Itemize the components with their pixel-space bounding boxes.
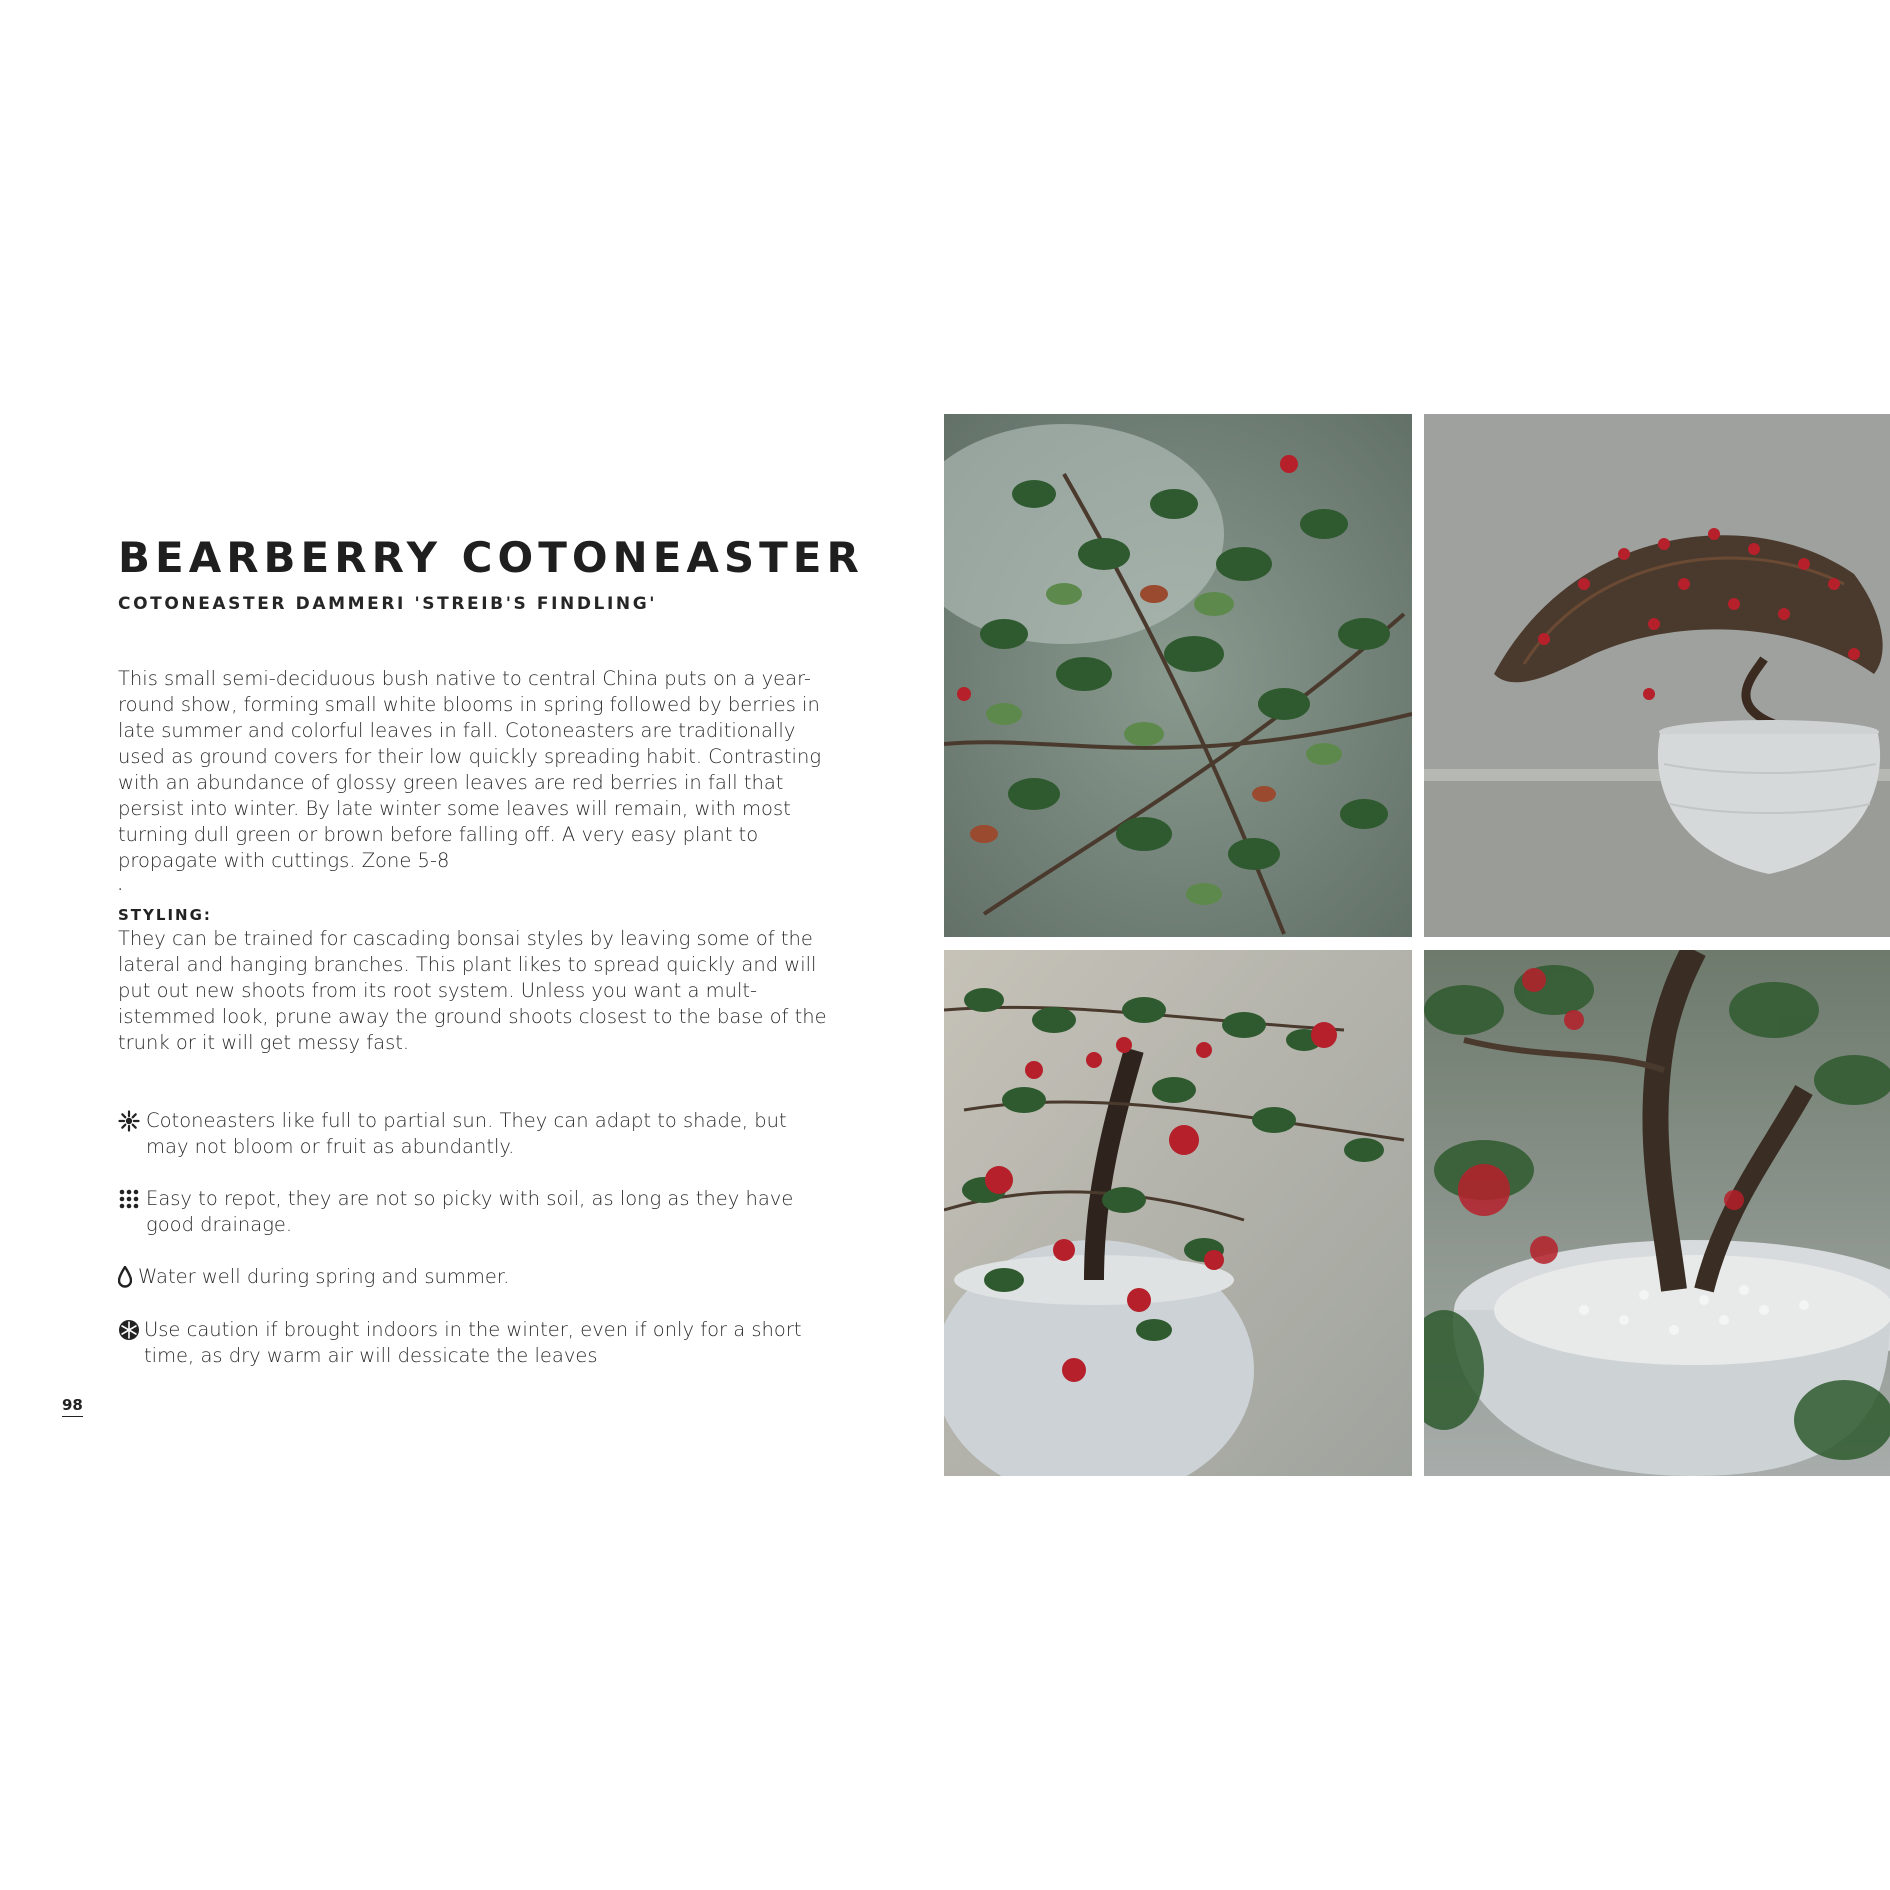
botanical-name: COTONEASTER DAMMERI 'STREIB'S FINDLING' <box>118 594 658 614</box>
page-number: 98 <box>62 1396 83 1417</box>
photo-berries-closeup <box>944 950 1412 1476</box>
snowflake-icon <box>118 1317 142 1343</box>
photo-trunk-pot-closeup <box>1424 950 1890 1476</box>
care-tip-sun <box>118 1108 818 1160</box>
water-drop-icon <box>118 1264 136 1290</box>
styling-paragraph: They can be trained for cascading bonsai styles by leaving some of the lateral and hanging branches. This plant likes to spread quickly and will put out new shoots from its root system. Unless you want a mult-istemmed look, prune away the ground shoots closest to the base of the trunk or it will get messy fast. <box>118 927 827 1054</box>
text-page <box>0 0 940 1890</box>
sun-icon <box>118 1108 144 1134</box>
care-tip-text: Use caution if brought indoors in the winter, even if only for a short time, as dry warm air will dessicate the leaves <box>144 1318 802 1367</box>
care-tip-text: Cotoneasters like full to partial sun. They can adapt to shade, but may not bloom or fruit as abundantly. <box>146 1109 787 1158</box>
stray-dot: . <box>118 878 123 894</box>
page-title: BEARBERRY COTONEASTER <box>118 533 864 582</box>
soil-icon <box>118 1186 144 1212</box>
description-paragraph: This small semi-deciduous bush native to central China puts on a year-round show, forming small white blooms in spring followed by berries in late summer and colorful leaves in fall. Cotoneasters are traditionally used as ground covers for their low quickly spreading habit. Contrasting with an abundance of glossy green leaves are red berries in fall that persist into winter. By late winter some leaves will remain, with most turning dull green or brown before falling off. A very easy plant to propagate with cuttings. Zone 5-8 <box>118 667 822 872</box>
care-tip-text: Easy to repot, they are not so picky with soil, as long as they have good drainage. <box>146 1187 794 1236</box>
care-tip-water <box>118 1264 818 1290</box>
care-tip-text: Water well during spring and summer. <box>138 1265 510 1288</box>
styling-heading: STYLING: <box>118 906 212 924</box>
care-tip-winter <box>118 1317 818 1369</box>
photo-foliage-closeup <box>944 414 1412 937</box>
photo-bonsai-on-ledge <box>1424 414 1890 937</box>
care-tip-soil <box>118 1186 818 1238</box>
